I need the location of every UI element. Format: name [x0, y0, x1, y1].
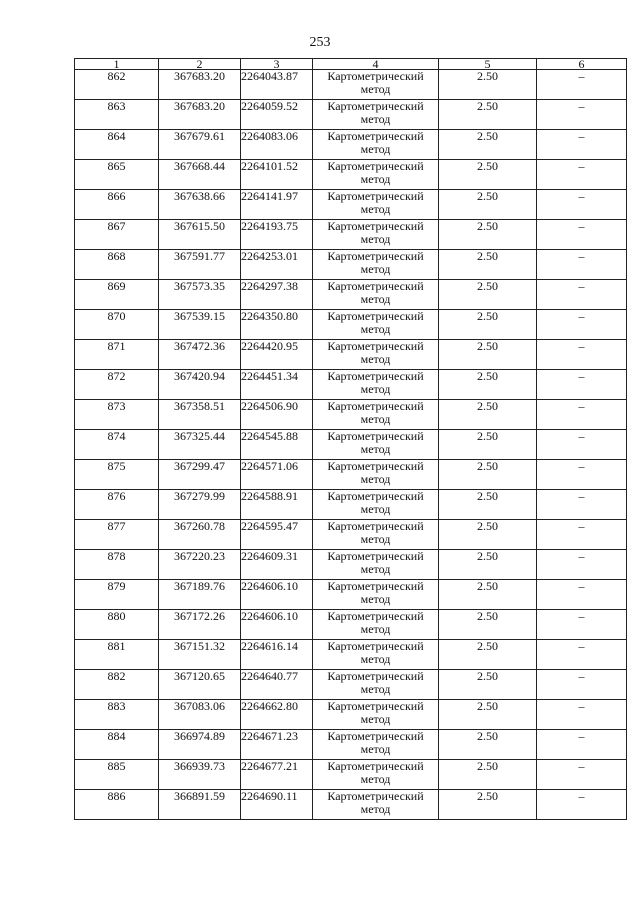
note-cell: –	[537, 370, 627, 400]
method-line-1: Картометрический	[327, 609, 424, 623]
point-number-cell: 883	[75, 700, 159, 730]
table-row	[75, 520, 627, 550]
accuracy-cell: 2.50	[439, 490, 537, 520]
point-number-cell: 876	[75, 490, 159, 520]
note-cell: –	[537, 460, 627, 490]
x-coordinate-cell: 366974.89	[159, 730, 241, 760]
accuracy-cell: 2.50	[439, 280, 537, 310]
method-cell	[313, 520, 439, 550]
accuracy-cell: 2.50	[439, 460, 537, 490]
table-row	[75, 760, 627, 790]
note-cell: –	[537, 250, 627, 280]
method-line-1: Картометрический	[327, 369, 424, 383]
note-cell: –	[537, 70, 627, 100]
method-line-1: Картометрический	[327, 489, 424, 503]
y-coordinate-cell: 2264640.77	[241, 670, 313, 700]
method-cell	[313, 730, 439, 760]
method-line-2: метод	[360, 682, 391, 696]
x-coordinate-cell: 367220.23	[159, 550, 241, 580]
y-coordinate-cell: 2264588.91	[241, 490, 313, 520]
method-line-2: метод	[360, 202, 391, 216]
point-number-cell: 865	[75, 160, 159, 190]
method-line-2: метод	[360, 292, 391, 306]
method-line-2: метод	[360, 442, 391, 456]
method-cell	[313, 790, 439, 820]
table-row	[75, 130, 627, 160]
method-line-1: Картометрический	[327, 789, 424, 803]
method-line-1: Картометрический	[327, 309, 424, 323]
method-line-2: метод	[360, 532, 391, 546]
method-cell	[313, 220, 439, 250]
point-number-cell: 862	[75, 70, 159, 100]
note-cell: –	[537, 100, 627, 130]
point-number-cell: 881	[75, 640, 159, 670]
column-header-5: 5	[439, 59, 537, 70]
x-coordinate-cell: 367638.66	[159, 190, 241, 220]
accuracy-cell: 2.50	[439, 580, 537, 610]
note-cell: –	[537, 400, 627, 430]
y-coordinate-cell: 2264253.01	[241, 250, 313, 280]
method-line-2: метод	[360, 562, 391, 576]
point-number-cell: 877	[75, 520, 159, 550]
method-cell	[313, 550, 439, 580]
column-header-3: 3	[241, 59, 313, 70]
method-line-1: Картометрический	[327, 219, 424, 233]
method-line-2: метод	[360, 802, 391, 816]
table-row	[75, 400, 627, 430]
accuracy-cell: 2.50	[439, 370, 537, 400]
y-coordinate-cell: 2264101.52	[241, 160, 313, 190]
y-coordinate-cell: 2264662.80	[241, 700, 313, 730]
method-cell	[313, 670, 439, 700]
method-line-1: Картометрический	[327, 279, 424, 293]
note-cell: –	[537, 760, 627, 790]
point-number-cell: 875	[75, 460, 159, 490]
method-line-1: Картометрический	[327, 519, 424, 533]
note-cell: –	[537, 310, 627, 340]
note-cell: –	[537, 430, 627, 460]
method-cell	[313, 190, 439, 220]
accuracy-cell: 2.50	[439, 760, 537, 790]
method-line-2: метод	[360, 772, 391, 786]
method-cell	[313, 70, 439, 100]
accuracy-cell: 2.50	[439, 250, 537, 280]
method-cell	[313, 760, 439, 790]
note-cell: –	[537, 730, 627, 760]
x-coordinate-cell: 367120.65	[159, 670, 241, 700]
accuracy-cell: 2.50	[439, 190, 537, 220]
y-coordinate-cell: 2264451.34	[241, 370, 313, 400]
table-row	[75, 460, 627, 490]
x-coordinate-cell: 366891.59	[159, 790, 241, 820]
method-line-2: метод	[360, 472, 391, 486]
point-number-cell: 882	[75, 670, 159, 700]
method-line-1: Картометрический	[327, 159, 424, 173]
accuracy-cell: 2.50	[439, 160, 537, 190]
y-coordinate-cell: 2264545.88	[241, 430, 313, 460]
method-line-1: Картометрический	[327, 759, 424, 773]
page-number: 253	[309, 35, 331, 50]
table-row	[75, 610, 627, 640]
method-line-2: метод	[360, 322, 391, 336]
table-row	[75, 550, 627, 580]
method-line-2: метод	[360, 622, 391, 636]
method-line-1: Картометрический	[327, 189, 424, 203]
method-line-1: Картометрический	[327, 99, 424, 113]
note-cell: –	[537, 490, 627, 520]
y-coordinate-cell: 2264606.10	[241, 610, 313, 640]
table-row	[75, 310, 627, 340]
method-line-1: Картометрический	[327, 579, 424, 593]
method-cell	[313, 640, 439, 670]
point-number-cell: 873	[75, 400, 159, 430]
table-row	[75, 730, 627, 760]
table-row	[75, 700, 627, 730]
table-row	[75, 70, 627, 100]
method-line-1: Картометрический	[327, 129, 424, 143]
accuracy-cell: 2.50	[439, 610, 537, 640]
header-row	[75, 59, 627, 70]
table-row	[75, 100, 627, 130]
method-line-2: метод	[360, 112, 391, 126]
method-cell	[313, 250, 439, 280]
column-header-4: 4	[313, 59, 439, 70]
point-number-cell: 864	[75, 130, 159, 160]
method-line-1: Картометрический	[327, 459, 424, 473]
point-number-cell: 863	[75, 100, 159, 130]
method-line-1: Картометрический	[327, 339, 424, 353]
method-line-1: Картометрический	[327, 639, 424, 653]
y-coordinate-cell: 2264595.47	[241, 520, 313, 550]
method-cell	[313, 340, 439, 370]
point-number-cell: 871	[75, 340, 159, 370]
x-coordinate-cell: 367172.26	[159, 610, 241, 640]
table-row	[75, 790, 627, 820]
x-coordinate-cell: 367615.50	[159, 220, 241, 250]
y-coordinate-cell: 2264141.97	[241, 190, 313, 220]
x-coordinate-cell: 367279.99	[159, 490, 241, 520]
point-number-cell: 880	[75, 610, 159, 640]
accuracy-cell: 2.50	[439, 340, 537, 370]
y-coordinate-cell: 2264420.95	[241, 340, 313, 370]
y-coordinate-cell: 2264571.06	[241, 460, 313, 490]
y-coordinate-cell: 2264506.90	[241, 400, 313, 430]
method-line-1: Картометрический	[327, 549, 424, 563]
note-cell: –	[537, 160, 627, 190]
accuracy-cell: 2.50	[439, 700, 537, 730]
column-header-1: 1	[75, 59, 159, 70]
point-number-cell: 868	[75, 250, 159, 280]
x-coordinate-cell: 367539.15	[159, 310, 241, 340]
x-coordinate-cell: 367683.20	[159, 100, 241, 130]
accuracy-cell: 2.50	[439, 670, 537, 700]
accuracy-cell: 2.50	[439, 430, 537, 460]
y-coordinate-cell: 2264677.21	[241, 760, 313, 790]
method-line-2: метод	[360, 742, 391, 756]
column-header-2: 2	[159, 59, 241, 70]
method-line-2: метод	[360, 712, 391, 726]
method-cell	[313, 400, 439, 430]
table-body	[75, 70, 627, 820]
x-coordinate-cell: 367260.78	[159, 520, 241, 550]
point-number-cell: 878	[75, 550, 159, 580]
y-coordinate-cell: 2264609.31	[241, 550, 313, 580]
method-cell	[313, 430, 439, 460]
method-line-2: метод	[360, 82, 391, 96]
table-header	[75, 59, 627, 70]
note-cell: –	[537, 520, 627, 550]
table-row	[75, 280, 627, 310]
table-row	[75, 640, 627, 670]
method-cell	[313, 460, 439, 490]
note-cell: –	[537, 700, 627, 730]
y-coordinate-cell: 2264616.14	[241, 640, 313, 670]
point-number-cell: 867	[75, 220, 159, 250]
point-number-cell: 869	[75, 280, 159, 310]
x-coordinate-cell: 367472.36	[159, 340, 241, 370]
y-coordinate-cell: 2264297.38	[241, 280, 313, 310]
y-coordinate-cell: 2264606.10	[241, 580, 313, 610]
y-coordinate-cell: 2264083.06	[241, 130, 313, 160]
note-cell: –	[537, 790, 627, 820]
accuracy-cell: 2.50	[439, 550, 537, 580]
point-number-cell: 884	[75, 730, 159, 760]
accuracy-cell: 2.50	[439, 520, 537, 550]
point-number-cell: 879	[75, 580, 159, 610]
method-line-1: Картометрический	[327, 729, 424, 743]
x-coordinate-cell: 367683.20	[159, 70, 241, 100]
table-row	[75, 160, 627, 190]
method-line-2: метод	[360, 652, 391, 666]
x-coordinate-cell: 367591.77	[159, 250, 241, 280]
method-line-2: метод	[360, 502, 391, 516]
note-cell: –	[537, 280, 627, 310]
table-row	[75, 580, 627, 610]
table-row	[75, 340, 627, 370]
method-line-1: Картометрический	[327, 399, 424, 413]
x-coordinate-cell: 367668.44	[159, 160, 241, 190]
note-cell: –	[537, 220, 627, 250]
method-line-2: метод	[360, 382, 391, 396]
method-cell	[313, 580, 439, 610]
note-cell: –	[537, 580, 627, 610]
note-cell: –	[537, 190, 627, 220]
method-cell	[313, 370, 439, 400]
x-coordinate-cell: 367358.51	[159, 400, 241, 430]
method-line-1: Картометрический	[327, 69, 424, 83]
point-number-cell: 872	[75, 370, 159, 400]
point-number-cell: 886	[75, 790, 159, 820]
y-coordinate-cell: 2264043.87	[241, 70, 313, 100]
x-coordinate-cell: 367420.94	[159, 370, 241, 400]
accuracy-cell: 2.50	[439, 790, 537, 820]
point-number-cell: 885	[75, 760, 159, 790]
x-coordinate-cell: 367151.32	[159, 640, 241, 670]
y-coordinate-cell: 2264671.23	[241, 730, 313, 760]
table-row	[75, 670, 627, 700]
method-cell	[313, 100, 439, 130]
x-coordinate-cell: 367189.76	[159, 580, 241, 610]
method-line-2: метод	[360, 262, 391, 276]
method-cell	[313, 700, 439, 730]
method-line-2: метод	[360, 412, 391, 426]
method-cell	[313, 490, 439, 520]
accuracy-cell: 2.50	[439, 310, 537, 340]
y-coordinate-cell: 2264059.52	[241, 100, 313, 130]
note-cell: –	[537, 670, 627, 700]
method-cell	[313, 280, 439, 310]
point-number-cell: 874	[75, 430, 159, 460]
x-coordinate-cell: 367573.35	[159, 280, 241, 310]
y-coordinate-cell: 2264690.11	[241, 790, 313, 820]
method-cell	[313, 610, 439, 640]
method-line-1: Картометрический	[327, 249, 424, 263]
column-header-6: 6	[537, 59, 627, 70]
accuracy-cell: 2.50	[439, 640, 537, 670]
accuracy-cell: 2.50	[439, 130, 537, 160]
accuracy-cell: 2.50	[439, 70, 537, 100]
point-number-cell: 866	[75, 190, 159, 220]
x-coordinate-cell: 367299.47	[159, 460, 241, 490]
method-line-2: метод	[360, 142, 391, 156]
x-coordinate-cell: 367083.06	[159, 700, 241, 730]
method-cell	[313, 130, 439, 160]
accuracy-cell: 2.50	[439, 100, 537, 130]
table-row	[75, 370, 627, 400]
note-cell: –	[537, 550, 627, 580]
accuracy-cell: 2.50	[439, 220, 537, 250]
y-coordinate-cell: 2264350.80	[241, 310, 313, 340]
x-coordinate-cell: 367679.61	[159, 130, 241, 160]
note-cell: –	[537, 610, 627, 640]
table-row	[75, 190, 627, 220]
method-cell	[313, 160, 439, 190]
method-line-1: Картометрический	[327, 669, 424, 683]
method-line-2: метод	[360, 592, 391, 606]
method-line-2: метод	[360, 232, 391, 246]
table-row	[75, 250, 627, 280]
x-coordinate-cell: 366939.73	[159, 760, 241, 790]
method-line-1: Картометрический	[327, 429, 424, 443]
y-coordinate-cell: 2264193.75	[241, 220, 313, 250]
note-cell: –	[537, 130, 627, 160]
table-row	[75, 430, 627, 460]
accuracy-cell: 2.50	[439, 730, 537, 760]
method-line-2: метод	[360, 172, 391, 186]
method-line-2: метод	[360, 352, 391, 366]
note-cell: –	[537, 640, 627, 670]
table-row	[75, 490, 627, 520]
table-row	[75, 220, 627, 250]
x-coordinate-cell: 367325.44	[159, 430, 241, 460]
method-cell	[313, 310, 439, 340]
point-number-cell: 870	[75, 310, 159, 340]
coordinates-table	[74, 58, 627, 820]
method-line-1: Картометрический	[327, 699, 424, 713]
note-cell: –	[537, 340, 627, 370]
accuracy-cell: 2.50	[439, 400, 537, 430]
